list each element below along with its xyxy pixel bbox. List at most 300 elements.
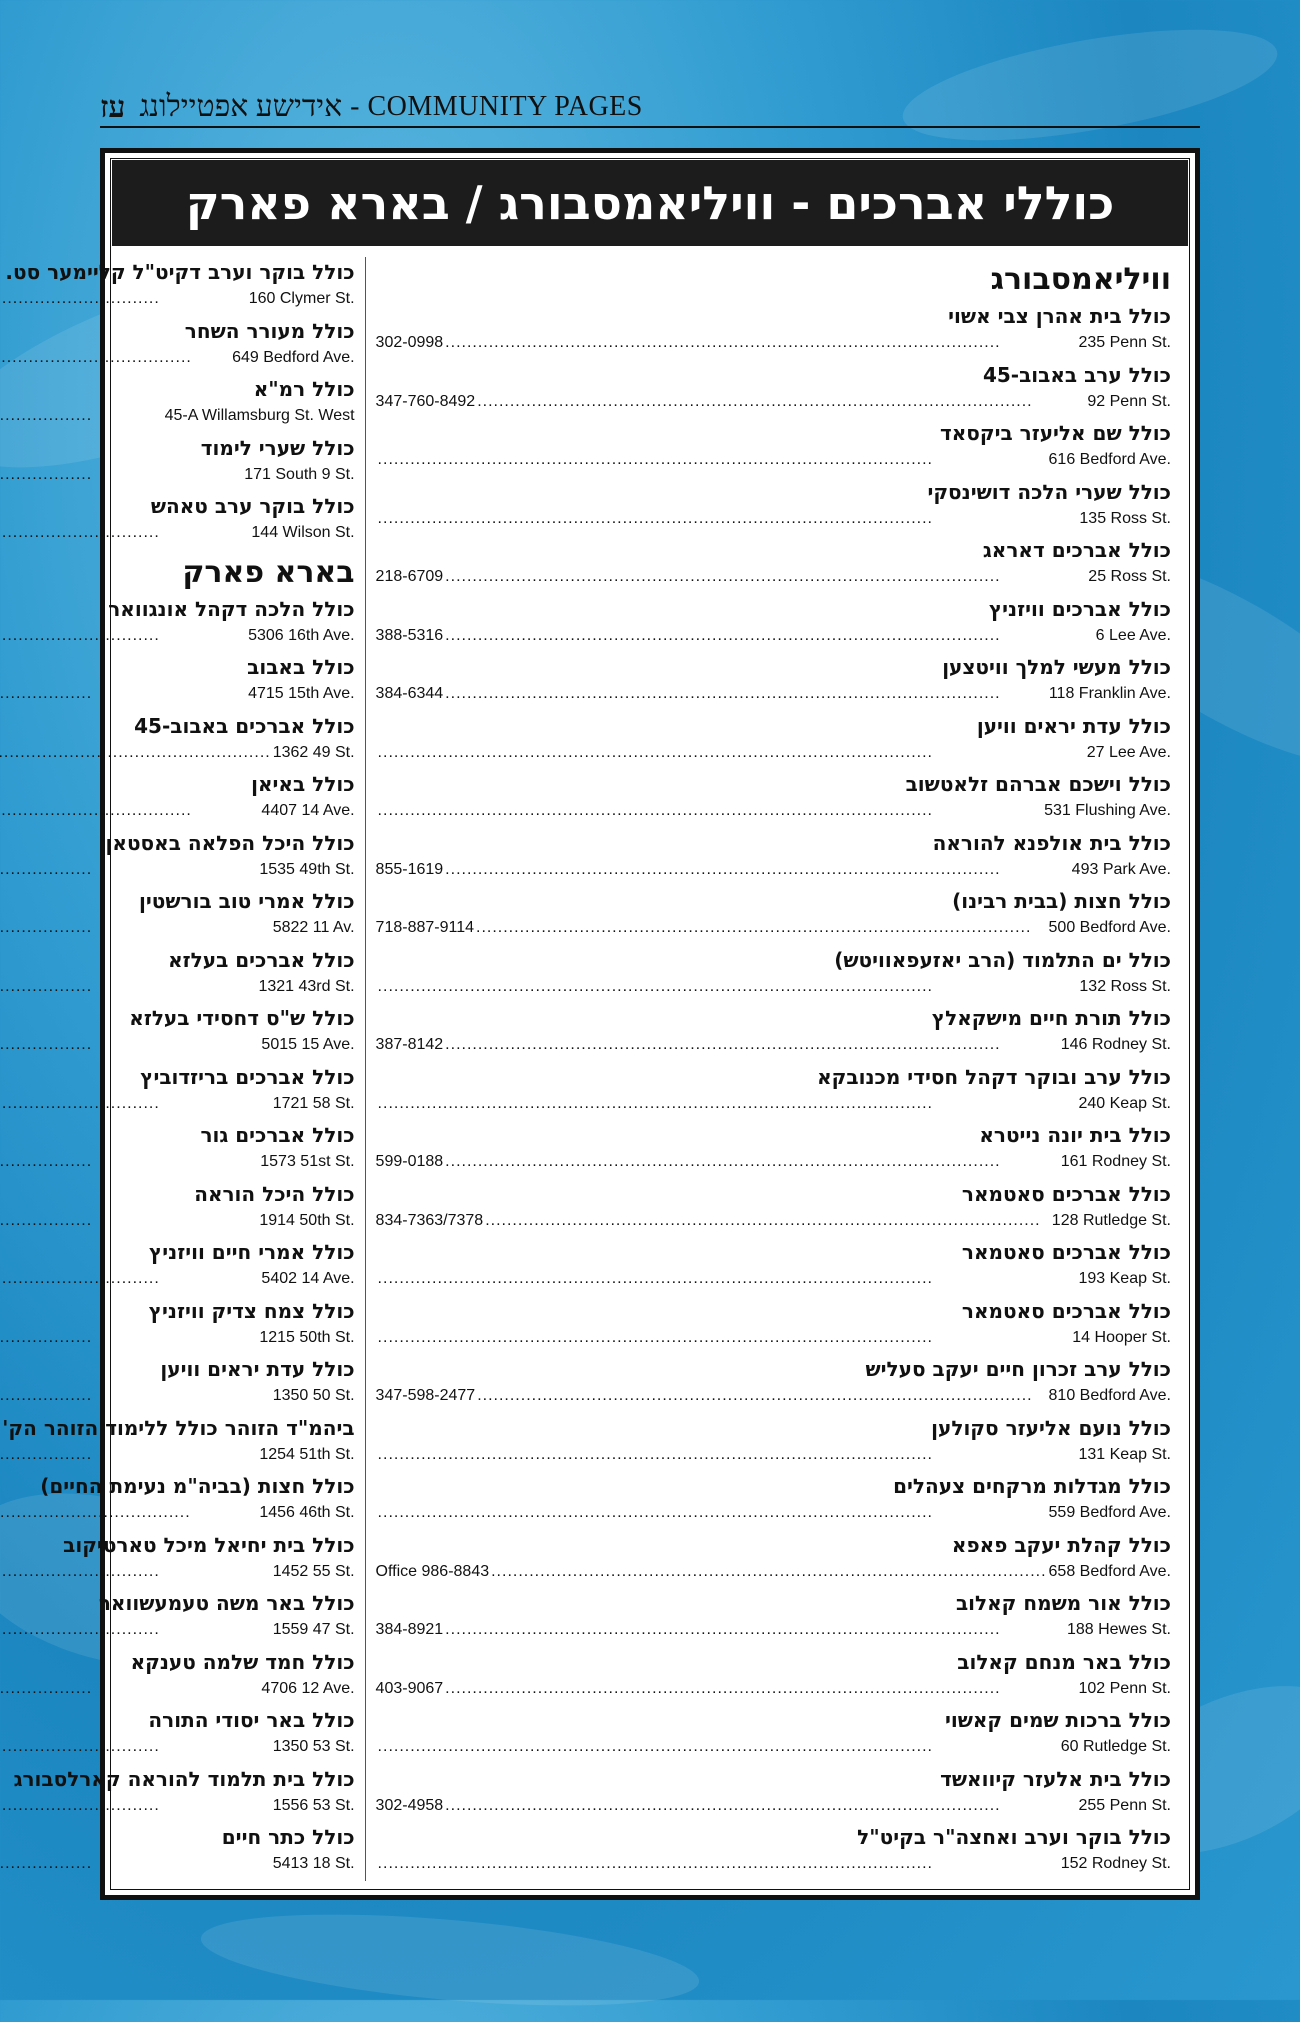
phone-number: 718-887-9114 xyxy=(375,919,474,936)
street-address: 616 Bedford Ave. xyxy=(1048,451,1171,468)
directory-entry xyxy=(376,652,1171,711)
street-address: 135 Ross St. xyxy=(1079,509,1171,527)
street-address: 14 Hooper St. xyxy=(1072,1328,1171,1346)
street-address: 45-A Willamsburg St. West xyxy=(164,407,355,424)
leader-dots xyxy=(378,507,1078,531)
directory-entry xyxy=(0,491,355,550)
directory-entry xyxy=(0,828,355,887)
leader-dots xyxy=(477,390,1085,414)
street-address: 1535 49th St. xyxy=(259,860,355,878)
leader-dots xyxy=(0,1677,259,1701)
kollel-name: כולל בוקר וערב ואחצה"ר בקיט"ל xyxy=(857,1825,1171,1849)
entry-details xyxy=(376,565,1171,589)
entry-details xyxy=(0,624,355,648)
street-address: 1573 51st St. xyxy=(260,1153,355,1170)
leader-dots xyxy=(378,1092,1077,1116)
entry-list xyxy=(0,257,355,550)
directory-entry xyxy=(0,1003,355,1062)
directory-entry xyxy=(376,1120,1171,1179)
directory-entry xyxy=(376,1296,1171,1355)
directory-entry xyxy=(376,945,1171,1004)
kollel-name: כולל בוקר ערב טאהש xyxy=(150,494,355,518)
street-address: 193 Keap St. xyxy=(1078,1270,1171,1287)
kollel-name: כולל ערב באבוב-45 xyxy=(982,362,1171,387)
street-address: 131 Keap St. xyxy=(1078,1445,1171,1463)
kollel-name: כולל אברכים בריזדוביץ xyxy=(140,1064,355,1089)
directory-entry xyxy=(376,1588,1171,1647)
entry-details xyxy=(0,1618,355,1642)
street-address: 146 Rodney St. xyxy=(1060,1036,1171,1053)
entry-details xyxy=(0,858,355,882)
street-address: 5306 16th Ave. xyxy=(248,626,355,644)
street-address: 1556 53 St. xyxy=(272,1796,355,1814)
leader-dots xyxy=(378,1501,1047,1525)
entry-details xyxy=(376,1267,1171,1291)
entry-list xyxy=(0,594,355,1881)
directory-entry xyxy=(0,1413,355,1472)
leader-dots xyxy=(0,1852,271,1876)
leader-dots xyxy=(445,1794,1076,1818)
street-address: 1452 55 St. xyxy=(272,1562,355,1580)
directory-entry xyxy=(376,1354,1171,1413)
leader-dots xyxy=(0,463,242,487)
kollel-name: כולל אברכים סאטמאר xyxy=(961,1298,1171,1323)
leader-dots xyxy=(378,1852,1059,1876)
street-address: 160 Clymer St. xyxy=(248,290,355,307)
street-address: 649 Bedford Ave. xyxy=(232,348,355,366)
kollel-name: כולל ערב ובוקר דקהל חסידי מכנובקא xyxy=(817,1064,1171,1089)
leader-dots xyxy=(378,1267,1077,1291)
kollel-name: כולל שערי הלכה דושינסקי xyxy=(927,479,1171,504)
street-address: 152 Rodney St. xyxy=(1060,1855,1171,1872)
kollel-name: כולל אברכים באבוב-45 xyxy=(134,713,355,738)
leader-dots xyxy=(445,565,1086,589)
entry-list xyxy=(376,301,1171,1881)
entry-details xyxy=(376,741,1171,765)
leader-dots xyxy=(476,916,1047,940)
leader-dots xyxy=(0,1092,271,1116)
leader-dots xyxy=(0,799,259,823)
leader-dots xyxy=(445,682,1047,706)
leader-dots xyxy=(445,1150,1059,1174)
street-address: 102 Penn St. xyxy=(1078,1679,1171,1697)
street-address: 255 Penn St. xyxy=(1078,1796,1171,1814)
street-address: 658 Bedford Ave. xyxy=(1048,1562,1171,1580)
street-address: 92 Penn St. xyxy=(1087,392,1171,410)
entry-details xyxy=(376,682,1171,706)
leader-dots xyxy=(0,404,163,428)
kollel-name: כולל חמד שלמה טענקא xyxy=(130,1649,355,1674)
street-address: 5822 11 Av. xyxy=(272,919,355,936)
directory-entry xyxy=(376,535,1171,594)
kollel-name: כולל ערב זכרון חיים יעקב סעליש xyxy=(865,1357,1171,1381)
entry-details xyxy=(0,404,355,428)
leader-dots xyxy=(0,1735,271,1759)
leader-dots xyxy=(378,975,1078,999)
kollel-name: כולל שערי לימוד xyxy=(200,435,355,460)
street-address: 25 Ross St. xyxy=(1088,568,1171,585)
street-address: 171 South 9 St. xyxy=(244,465,355,483)
leader-dots xyxy=(0,1501,257,1525)
street-address: 60 Rutledge St. xyxy=(1060,1738,1171,1755)
kollel-name: כולל אברכים וויזניץ xyxy=(988,596,1171,621)
phone-number: 347-760-8492 xyxy=(375,392,476,410)
leader-dots xyxy=(378,1443,1077,1467)
leader-dots xyxy=(0,1150,258,1174)
kollel-name: כולל ברכות שמים קאשוי xyxy=(944,1708,1171,1732)
phone-number: 834-7363/7378 xyxy=(375,1211,484,1229)
kollel-name: כולל בית אולפנא להוראה xyxy=(932,830,1171,855)
entry-details xyxy=(376,1735,1171,1759)
directory-entry xyxy=(0,1354,355,1413)
phone-number: 302-0998 xyxy=(375,334,444,351)
entry-details xyxy=(376,1092,1171,1116)
entry-details xyxy=(0,1560,355,1584)
street-address: 5413 18 St. xyxy=(272,1855,355,1872)
kollel-name: כולל באר מנחם קאלוב xyxy=(957,1649,1171,1674)
entry-details xyxy=(0,1092,355,1116)
entry-details xyxy=(376,1677,1171,1701)
kollel-name: כולל באבוב xyxy=(247,655,355,679)
street-address: 531 Flushing Ave. xyxy=(1044,802,1171,819)
directory-entry xyxy=(0,1530,355,1589)
leader-dots xyxy=(0,1443,257,1467)
leader-dots xyxy=(0,682,246,706)
kollel-name: כולל אור משמח קאלוב xyxy=(955,1591,1171,1615)
kollel-name: כולל שם אליעזר ביקסאד xyxy=(939,421,1171,445)
directory-entry xyxy=(0,769,355,828)
leader-dots xyxy=(0,858,257,882)
street-address: 4715 15th Ave. xyxy=(248,685,355,702)
kollel-name: כולל וישכם אברהם זלאטשוב xyxy=(905,772,1171,796)
kollel-name: כולל כתר חיים xyxy=(221,1825,355,1849)
kollel-name: כולל באיאן xyxy=(251,772,355,796)
leader-dots xyxy=(0,1267,259,1291)
page-header xyxy=(100,88,1200,128)
leader-dots xyxy=(445,624,1094,648)
street-address: 1456 46th St. xyxy=(259,1504,355,1521)
directory-entry xyxy=(376,360,1171,419)
leader-dots xyxy=(0,1560,271,1584)
directory-entry xyxy=(376,1003,1171,1062)
street-address: 188 Hewes St. xyxy=(1066,1621,1171,1638)
street-address: 132 Ross St. xyxy=(1079,977,1171,995)
kollel-name: כולל מעשי למלך וויטצען xyxy=(942,655,1171,679)
directory-entry xyxy=(376,477,1171,536)
section-title-en: COMMUNITY PAGES xyxy=(367,91,643,122)
leader-dots xyxy=(485,1209,1050,1233)
entry-details xyxy=(0,1443,355,1467)
directory-entry xyxy=(0,1237,355,1296)
directory-entry xyxy=(0,433,355,492)
kollel-name: כולל מגדלות מרקחים צעהלים xyxy=(893,1474,1171,1498)
directory-entry xyxy=(0,1705,355,1764)
phone-number: 387-8142 xyxy=(375,1036,444,1053)
entry-details xyxy=(0,287,355,311)
entry-details xyxy=(376,799,1171,823)
entry-details xyxy=(376,1794,1171,1818)
street-address: 1254 51th St. xyxy=(259,1445,355,1463)
directory-entry xyxy=(0,1179,355,1238)
kollel-name: כולל אברכים דאראג xyxy=(982,538,1171,562)
street-address: 118 Franklin Ave. xyxy=(1048,685,1171,702)
kollel-name: כולל אמרי טוב בורשטין xyxy=(139,889,355,913)
directory-entry xyxy=(376,1179,1171,1238)
leader-dots xyxy=(445,858,1070,882)
street-address: 4407 14 Ave. xyxy=(261,802,355,819)
entry-details xyxy=(0,1852,355,1876)
directory-entry xyxy=(376,301,1171,360)
street-address: 493 Park Ave. xyxy=(1071,860,1171,878)
leader-dots xyxy=(0,975,256,999)
phone-number: 403-9067 xyxy=(375,1679,444,1697)
directory-title: כוללי אברכים - וויליאמסבורג / בארא פארק xyxy=(112,160,1188,246)
entry-details xyxy=(0,1209,355,1233)
street-address: 5015 15 Ave. xyxy=(261,1036,355,1053)
directory-entry xyxy=(376,1647,1171,1706)
entry-details xyxy=(376,507,1171,531)
leader-dots xyxy=(0,521,249,545)
leader-dots xyxy=(0,916,271,940)
kollel-name: כולל חצות (בבית רבינו) xyxy=(952,889,1171,913)
directory-entry xyxy=(0,257,355,316)
entry-details xyxy=(376,1384,1171,1408)
kollel-name: כולל מעורר השחר xyxy=(184,318,355,343)
kollel-name: כולל באר יסודי התורה xyxy=(148,1708,355,1732)
entry-details xyxy=(0,1794,355,1818)
kollel-name: כולל אמרי חיים וויזניץ xyxy=(149,1240,355,1264)
kollel-name: כולל ים התלמוד (הרב יאזעפאוויטש) xyxy=(834,947,1171,972)
entry-details xyxy=(376,1560,1171,1584)
entry-details xyxy=(376,448,1171,472)
phone-number: 218-6709 xyxy=(375,568,444,585)
entry-details xyxy=(376,1150,1171,1174)
kollel-name: כולל חצות (בביה"מ נעימת החיים) xyxy=(40,1474,355,1498)
leader-dots xyxy=(0,1618,271,1642)
directory-entry xyxy=(0,711,355,770)
phone-number: 347-598-2477 xyxy=(375,1387,476,1404)
phone-number: 384-8921 xyxy=(375,1621,444,1638)
directory-entry xyxy=(0,1296,355,1355)
leader-dots xyxy=(0,1326,257,1350)
kollel-name: כולל עדת יראים וויען xyxy=(976,713,1171,738)
entry-details xyxy=(0,1033,355,1057)
street-address: 5402 14 Ave. xyxy=(261,1270,355,1287)
entry-details xyxy=(0,1735,355,1759)
kollel-name: כולל בית אלעזר קיוואשד xyxy=(940,1766,1171,1791)
leader-dots xyxy=(0,1794,271,1818)
street-address: 559 Bedford Ave. xyxy=(1048,1504,1171,1521)
street-address: 240 Keap St. xyxy=(1078,1094,1171,1112)
directory-entry xyxy=(376,886,1171,945)
publication-title: אידישע אפטיילונג xyxy=(139,90,343,123)
directory-entry xyxy=(0,1120,355,1179)
directory-columns xyxy=(2,257,1181,1881)
directory-entry xyxy=(376,1413,1171,1472)
leader-dots xyxy=(445,1618,1065,1642)
leader-dots xyxy=(0,346,230,370)
directory-entry xyxy=(0,1471,355,1530)
directory-entry xyxy=(0,1588,355,1647)
directory-entry xyxy=(376,1062,1171,1121)
kollel-name: כולל בית יחיאל מיכל טארטיקוב xyxy=(63,1532,355,1557)
column-williamsburg xyxy=(366,257,1181,1881)
directory-entry xyxy=(376,1237,1171,1296)
kollel-name: כולל בית יונה נייטרא xyxy=(979,1123,1171,1147)
leader-dots xyxy=(378,1326,1071,1350)
kollel-name: כולל היכל הוראה xyxy=(194,1181,355,1206)
entry-details xyxy=(376,624,1171,648)
entry-details xyxy=(376,1501,1171,1525)
kollel-name: כולל אברכים סאטמאר xyxy=(961,1181,1171,1206)
kollel-name: כולל אברכים סאטמאר xyxy=(961,1240,1171,1264)
kollel-name: כולל היכל הפלאה באסטאן xyxy=(105,830,355,855)
kollel-name: כולל בוקר וערב דקיט"ל קליימער סט. xyxy=(5,260,355,284)
street-address: 1321 43rd St. xyxy=(258,977,355,995)
kollel-name: כולל בית תלמוד להוראה קארלסבורג xyxy=(13,1766,355,1791)
entry-details xyxy=(0,1150,355,1174)
directory-entry xyxy=(0,1822,355,1881)
leader-dots xyxy=(378,741,1085,765)
kollel-name: כולל צמח צדיק וויזניץ xyxy=(148,1298,355,1323)
street-address: 1721 58 St. xyxy=(272,1094,355,1112)
directory-entry xyxy=(0,374,355,433)
entry-details xyxy=(0,521,355,545)
phone-number: 388-5316 xyxy=(375,626,444,644)
leader-dots xyxy=(0,1033,259,1057)
leader-dots xyxy=(0,1384,271,1408)
leader-dots xyxy=(0,624,246,648)
street-address: 1350 50 St. xyxy=(272,1387,355,1404)
entry-details xyxy=(0,1326,355,1350)
directory-entry xyxy=(0,1062,355,1121)
entry-details xyxy=(376,1326,1171,1350)
phone-number: 302-4958 xyxy=(375,1796,444,1814)
directory-entry xyxy=(0,316,355,375)
page-number: עז xyxy=(100,89,126,125)
kollel-name: כולל אברכים בעלזא xyxy=(168,947,355,972)
leader-dots xyxy=(491,1560,1046,1584)
street-address: 500 Bedford Ave. xyxy=(1048,919,1171,936)
leader-dots xyxy=(0,1209,257,1233)
street-address: 128 Rutledge St. xyxy=(1051,1211,1171,1229)
leader-dots xyxy=(445,1033,1059,1057)
directory-entry xyxy=(376,594,1171,653)
entry-details xyxy=(0,463,355,487)
kollel-name: כולל קהלת יעקב פאפא xyxy=(951,1532,1171,1557)
directory-entry xyxy=(376,828,1171,887)
entry-details xyxy=(0,916,355,940)
entry-details xyxy=(376,1618,1171,1642)
phone-number: 384-6344 xyxy=(375,685,444,702)
kollel-name: כולל תורת חיים מישקאלץ xyxy=(931,1006,1171,1030)
entry-details xyxy=(0,741,355,765)
directory-entry xyxy=(376,711,1171,770)
street-address: 1215 50th St. xyxy=(259,1328,355,1346)
directory-entry xyxy=(0,652,355,711)
leader-dots xyxy=(378,1735,1059,1759)
street-address: 1559 47 St. xyxy=(272,1621,355,1638)
directory-entry xyxy=(0,886,355,945)
kollel-name: כולל באר משה טעמעשוואר xyxy=(98,1591,355,1615)
section-heading-williamsburg: וויליאמסבורג xyxy=(990,262,1171,297)
section-heading-boro-park: בארא פארק xyxy=(182,554,355,590)
kollel-name: כולל נועם אליעזר סקולען xyxy=(931,1415,1171,1440)
street-address: 1914 50th St. xyxy=(259,1211,355,1229)
directory-entry xyxy=(0,1764,355,1823)
entry-details xyxy=(0,1267,355,1291)
street-address: 27 Lee Ave. xyxy=(1086,743,1171,761)
leader-dots xyxy=(0,741,271,765)
street-address: 144 Wilson St. xyxy=(251,524,355,541)
entry-details xyxy=(376,975,1171,999)
directory-entry xyxy=(376,1822,1171,1881)
phone-number: Office 986-8843 xyxy=(375,1562,490,1580)
street-address: 1350 53 St. xyxy=(272,1738,355,1755)
leader-dots xyxy=(378,448,1047,472)
kollel-name: כולל עדת יראים וויען xyxy=(160,1357,355,1381)
entry-details xyxy=(0,1677,355,1701)
kollel-name: כולל ש"ס דחסידי בעלזא xyxy=(129,1006,355,1030)
street-address: 1362 49 St. xyxy=(272,743,355,761)
entry-details xyxy=(0,799,355,823)
street-address: 810 Bedford Ave. xyxy=(1048,1387,1171,1404)
entry-details xyxy=(0,682,355,706)
leader-dots xyxy=(477,1384,1046,1408)
phone-number: 599-0188 xyxy=(375,1153,444,1170)
entry-details xyxy=(376,858,1171,882)
kollel-name: כולל אברכים גור xyxy=(200,1123,355,1147)
directory-entry xyxy=(0,594,355,653)
leader-dots xyxy=(0,287,247,311)
entry-details xyxy=(376,916,1171,940)
directory-entry xyxy=(376,1705,1171,1764)
directory-entry xyxy=(376,769,1171,828)
entry-details xyxy=(0,1384,355,1408)
entry-details xyxy=(376,331,1171,355)
street-address: 4706 12 Ave. xyxy=(261,1679,355,1697)
entry-details xyxy=(0,346,355,370)
directory-entry xyxy=(0,945,355,1004)
entry-details xyxy=(376,1033,1171,1057)
entry-details xyxy=(0,975,355,999)
phone-number: 855-1619 xyxy=(375,860,444,878)
kollel-name: כולל רמ"א xyxy=(253,377,355,401)
directory-entry xyxy=(376,1530,1171,1589)
header-separator: - xyxy=(350,91,360,122)
street-address: 6 Lee Ave. xyxy=(1095,626,1171,644)
leader-dots xyxy=(378,799,1043,823)
directory-frame xyxy=(2,148,1200,1900)
entry-details xyxy=(0,1501,355,1525)
entry-details xyxy=(376,1852,1171,1876)
kollel-name: כולל בית אהרן צבי אשוי xyxy=(948,304,1171,328)
directory-entry xyxy=(376,418,1171,477)
street-address: 161 Rodney St. xyxy=(1060,1153,1171,1170)
directory-entry xyxy=(376,1471,1171,1530)
directory-entry xyxy=(376,1764,1171,1823)
leader-dots xyxy=(445,1677,1076,1701)
kollel-name: כולל הלכה דקהל אונגוואר xyxy=(108,596,355,621)
street-address: 235 Penn St. xyxy=(1078,334,1171,351)
directory-entry xyxy=(0,1647,355,1706)
entry-details xyxy=(376,1209,1171,1233)
column-middle xyxy=(0,257,366,1881)
leader-dots xyxy=(445,331,1076,355)
entry-details xyxy=(376,1443,1171,1467)
entry-details xyxy=(376,390,1171,414)
kollel-name: ביהמ"ד הזוהר כולל ללימוד הזוהר הק' xyxy=(2,1415,355,1440)
